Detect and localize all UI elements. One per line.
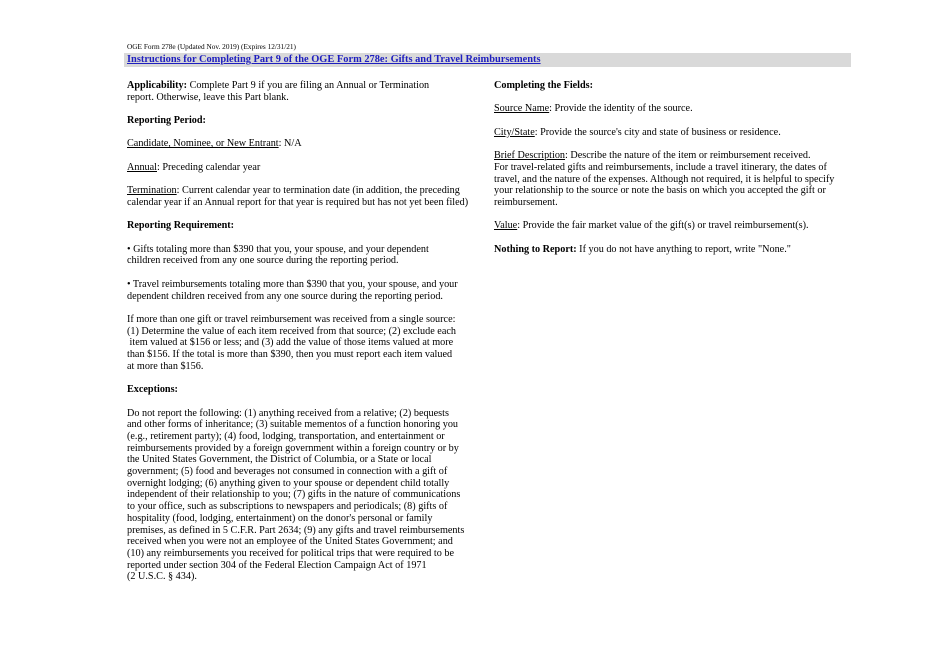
applicability-text: Complete Part 9 if you are filing an Annual or Termination	[187, 80, 430, 91]
applicability-text-2: report. Otherwise, leave this Part blank.	[127, 91, 289, 103]
multiple-items-paragraph	[127, 314, 477, 373]
travel-bullet-line: • Travel reimbursements totaling more than $390 that you, your spouse, and your	[127, 278, 458, 290]
paragraph-line: hospitality (food, lodging, entertainment) on the donor's personal or family	[127, 512, 433, 524]
reporting-period-heading: Reporting Period:	[127, 115, 206, 127]
nothing-to-report-label: Nothing to Report:	[494, 243, 577, 255]
title-bar	[124, 53, 851, 67]
source-name-text: : Provide the identity of the source.	[549, 103, 693, 115]
exceptions-heading: Exceptions:	[127, 384, 178, 396]
brief-description-text: : Describe the nature of the item or reimbursement received.	[565, 150, 811, 162]
applicability-section	[127, 80, 477, 103]
value-text: : Provide the fair market value of the gift(s) or travel reimbursement(s).	[517, 220, 809, 232]
travel-bullet	[127, 279, 477, 302]
annual-label: Annual	[127, 161, 157, 173]
paragraph-line: your relationship to the source or note the basis on which you accepted the gift or	[494, 185, 826, 197]
paragraph-line: reimbursement.	[494, 196, 558, 208]
paragraph-line: Do not report the following: (1) anything received from a relative; (2) bequests	[127, 407, 449, 419]
paragraph-line: (10) any reimbursements you received for political trips that were required to be	[127, 547, 455, 559]
candidate-label: Candidate, Nominee, or New Entrant	[127, 138, 279, 150]
city-state-label: City/State	[494, 126, 535, 138]
paragraph-line: reimbursements provided by a foreign government within a foreign country or by	[127, 442, 459, 454]
paragraph-line: to your office, such as subscriptions to newspapers and periodicals; (8) gifts of	[127, 501, 448, 513]
termination-text-2: calendar year if an Annual report for that year is required but has not yet been filed)	[127, 196, 469, 208]
paragraph-line: the United States Government, the District of Columbia, or a State or local	[127, 454, 432, 466]
left-column	[127, 80, 477, 595]
paragraph-line: overnight lodging; (6) anything given to your spouse or dependent child totally	[127, 477, 450, 489]
paragraph-line: (1) Determine the value of each item received from that source; (2) exclude each	[127, 325, 456, 337]
candidate-text: : N/A	[278, 138, 302, 150]
paragraph-line: and other forms of inheritance; (3) suitable mementos of a function honoring you	[127, 419, 459, 431]
annual-row	[127, 162, 477, 174]
brief-description-row	[494, 150, 854, 209]
gifts-bullet-line: • Gifts totaling more than $390 that you, your spouse, and your dependent	[127, 243, 429, 255]
instructions-title-link[interactable]: Instructions for Completing Part 9 of the OGE Form 278e: Gifts and Travel Reimbursements	[127, 54, 541, 65]
termination-label: Termination	[127, 185, 177, 197]
termination-text: : Current calendar year to termination date (in addition, the preceding	[176, 185, 460, 197]
brief-description-label: Brief Description	[494, 150, 566, 162]
candidate-row	[127, 138, 477, 150]
applicability-label: Applicability:	[127, 80, 188, 91]
paragraph-line: at more than $156.	[127, 360, 204, 372]
value-label: Value	[494, 220, 518, 232]
form-identifier: OGE Form 278e (Updated Nov. 2019) (Expires 12/31/21)	[127, 42, 296, 51]
paragraph-line: independent of their relationship to you; (7) gifts in the nature of communications	[127, 489, 461, 501]
exceptions-paragraph	[127, 408, 477, 584]
paragraph-line: reported under section 304 of the Federal Election Campaign Act of 1971	[127, 559, 427, 571]
source-name-label: Source Name	[494, 103, 550, 115]
annual-text: : Preceding calendar year	[157, 161, 261, 173]
right-column	[494, 80, 854, 267]
gifts-bullet-line: children received from any one source during the reporting period.	[127, 255, 399, 267]
paragraph-line: than $156. If the total is more than $390, then you must report each item valued	[127, 349, 453, 361]
paragraph-line: government; (5) food and beverages not consumed in connection with a gift of	[127, 466, 448, 478]
completing-fields-heading: Completing the Fields:	[494, 80, 594, 91]
gifts-bullet	[127, 244, 477, 267]
nothing-to-report-row	[494, 244, 854, 256]
paragraph-line: item valued at $156 or less; and (3) add the value of those items valued at more	[127, 337, 454, 349]
paragraph-line: premises, as defined in 5 C.F.R. Part 2634; (9) any gifts and travel reimbursements	[127, 524, 465, 536]
city-state-text: : Provide the source's city and state of business or residence.	[534, 126, 781, 138]
paragraph-line: travel, and the nature of the expenses. Although not required, it is helpful to specify	[494, 173, 835, 185]
paragraph-line: (2 U.S.C. § 434).	[127, 571, 197, 583]
paragraph-line: If more than one gift or travel reimbursement was received from a single source:	[127, 313, 456, 325]
paragraph-line: received when you were not an employee of the United States Government; and	[127, 536, 453, 548]
reporting-requirement-heading: Reporting Requirement:	[127, 220, 235, 232]
city-state-row	[494, 127, 854, 139]
source-name-row	[494, 103, 854, 115]
termination-row	[127, 185, 477, 208]
paragraph-line: (e.g., retirement party); (4) food, lodging, transportation, and entertainment or	[127, 430, 445, 442]
nothing-to-report-text: If you do not have anything to report, write "None."	[576, 243, 791, 255]
value-row	[494, 220, 854, 232]
travel-bullet-line: dependent children received from any one source during the reporting period.	[127, 290, 443, 302]
paragraph-line: For travel-related gifts and reimbursements, include a travel itinerary, the dates of	[494, 161, 827, 173]
